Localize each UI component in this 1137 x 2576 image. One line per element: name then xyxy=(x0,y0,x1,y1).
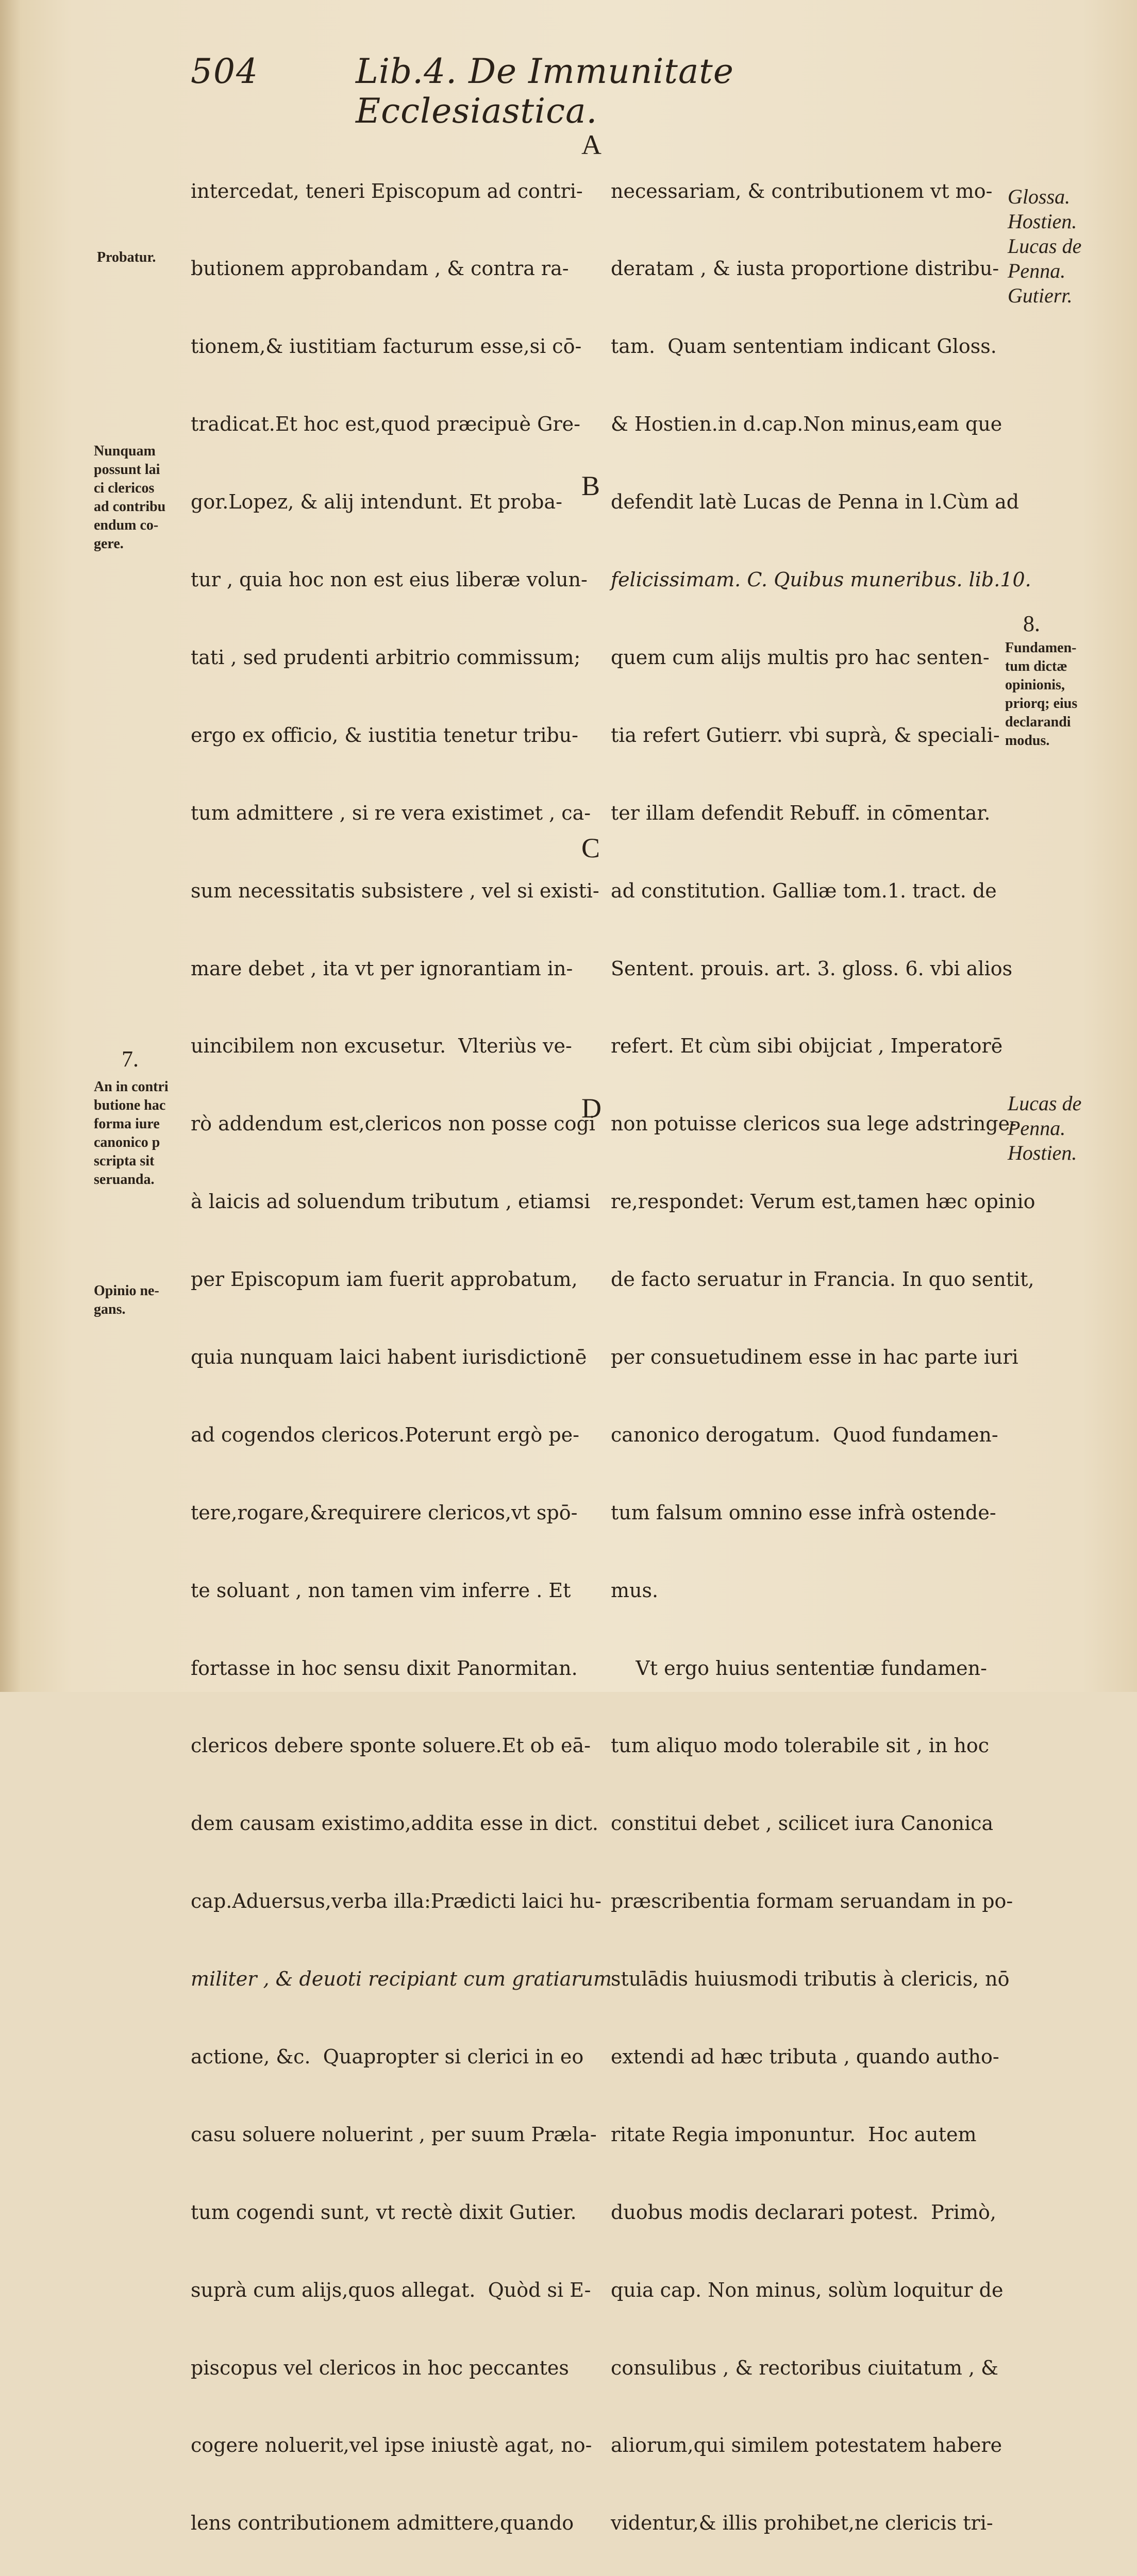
text-line: tradicat.Et hoc est,quod præcipuè Gre- xyxy=(191,413,580,436)
text-line: casu soluere noluerint , per suum Præla- xyxy=(191,2123,597,2146)
page-header xyxy=(191,52,984,131)
text-line: canonico derogatum. Quod fundamen- xyxy=(611,1423,998,1446)
text-line: re,respondet: Verum est,tamen hæc opinio xyxy=(611,1190,1035,1213)
margin-note-an-in-contributione: An in contri butione hac forma iure canonico p scripta sit seruanda. xyxy=(94,1079,169,1188)
text-line: intercedat, teneri Episcopum ad contri- xyxy=(191,179,583,202)
running-title: Lib.4. De Immunitate Ecclesiastica. xyxy=(356,52,734,131)
page-number: 504 xyxy=(191,52,259,91)
text-line: & Hostien.in d.cap.Non minus,eam que xyxy=(611,413,1002,436)
text-line: duobus modis declarari potest. Primò, xyxy=(611,2200,996,2224)
text-line: mus. xyxy=(611,1579,659,1602)
section-letter-b: B xyxy=(581,470,600,501)
text-line: tur , quia hoc non est eius liberæ volun- xyxy=(191,568,588,591)
text-line: per consuetudinem esse in hac parte iuri xyxy=(611,1345,1018,1368)
text-line: tum aliquo modo tolerabile sit , in hoc xyxy=(611,1734,990,1757)
text-line: tum cogendi sunt, vt rectè dixit Gutier. xyxy=(191,2200,577,2224)
right-text-column xyxy=(611,126,1035,2576)
section-letter-d: D xyxy=(581,1093,601,1124)
text-line: refert. Et cùm sibi obijciat , Imperatorē xyxy=(611,1035,1003,1058)
text-line: actione, &c. Quapropter si clerici in eo xyxy=(191,2045,584,2068)
text-line: lens contributionem admittere,quando xyxy=(191,2512,574,2535)
text-line: tam. Quam sententiam indicant Gloss. xyxy=(611,335,997,358)
text-line: ter illam defendit Rebuff. in cōmentar. xyxy=(611,801,991,824)
text-line: Vt ergo huius sententiæ fundamen- xyxy=(611,1656,987,1680)
text-line: defendit latè Lucas de Penna in l.Cùm ad xyxy=(611,490,1019,514)
text-line: quia cap. Non minus, solùm loquitur de xyxy=(611,2278,1004,2301)
text-line: consulibus , & rectoribus ciuitatum , & xyxy=(611,2356,998,2379)
left-text-column xyxy=(191,126,612,2576)
text-line: suprà cum alijs,quos allegat. Quòd si E- xyxy=(191,2278,591,2301)
text-line: gor.Lopez, & alij intendunt. Et proba- xyxy=(191,490,562,514)
text-line: necessariam, & contributionem vt mo- xyxy=(611,179,993,202)
text-line: tum falsum omnino esse infrà ostende- xyxy=(611,1501,996,1524)
text-line: tionem,& iustitiam facturum esse,si cō- xyxy=(191,335,582,358)
text-line: piscopus vel clericos in hoc peccantes xyxy=(191,2356,569,2379)
text-line: per Episcopum iam fuerit approbatum, xyxy=(191,1268,578,1291)
text-line: Sentent. prouis. art. 3. gloss. 6. vbi alios xyxy=(611,957,1013,980)
text-line: aliorum,qui similem potestatem habere xyxy=(611,2434,1002,2457)
paragraph-number-7: 7. xyxy=(122,1046,139,1072)
text-line: mare debet , ita vt per ignorantiam in- xyxy=(191,957,573,980)
text-line: tere,rogare,&requirere clericos,vt spō- xyxy=(191,1501,578,1524)
text-line: militer , & deuoti recipiant cum gratiarum xyxy=(191,1968,612,1991)
text-line: rò addendum est,clericos non posse cogi xyxy=(191,1112,595,1136)
text-line: cogere noluerit,vel ipse iniustè agat, no- xyxy=(191,2434,592,2457)
text-line: præscribentia formam seruandam in po- xyxy=(611,1890,1013,1913)
text-line: à laicis ad soluendum tributum , etiamsi xyxy=(191,1190,591,1213)
section-letter-c: C xyxy=(581,833,600,863)
text-line: non potuisse clericos sua lege adstringe- xyxy=(611,1112,1016,1136)
margin-note-references-glossa: Glossa. Hostien. Lucas de Penna. Gutierr. xyxy=(1008,185,1082,307)
text-line: ritate Regia imponuntur. Hoc autem xyxy=(611,2123,977,2146)
text-line: tum admittere , si re vera existimet , ca- xyxy=(191,801,591,824)
text-line: stulādis huiusmodi tributis à clericis, nō xyxy=(611,1968,1010,1991)
text-line: clericos debere sponte soluere.Et ob eā- xyxy=(191,1734,591,1757)
text-line: constitui debet , scilicet iura Canonica xyxy=(611,1812,994,1835)
margin-note-fundamentum: Fundamen- tum dictæ opinionis, priorq; eius declarandi modus. xyxy=(1005,640,1078,749)
text-line: ergo ex officio, & iustitia tenetur tribu- xyxy=(191,723,578,747)
text-line: tati , sed prudenti arbitrio commissum; xyxy=(191,646,581,669)
text-line: ad constitution. Galliæ tom.1. tract. de xyxy=(611,879,997,902)
text-line: deratam , & iusta proportione distribu- xyxy=(611,257,999,280)
margin-note-probatur: Probatur. xyxy=(97,249,156,265)
text-line: tia refert Gutierr. vbi suprà, & speciali- xyxy=(611,723,1000,747)
text-line: felicissimam. C. Quibus muneribus. lib.10. xyxy=(611,568,1031,591)
text-line: sum necessitatis subsistere , vel si existi- xyxy=(191,879,599,902)
text-line: de facto seruatur in Francia. In quo sentit, xyxy=(611,1268,1034,1291)
text-line: extendi ad hæc tributa , quando autho- xyxy=(611,2045,999,2068)
text-line: quia nunquam laici habent iurisdictionē xyxy=(191,1345,587,1368)
text-line: te soluant , non tamen vim inferre . Et xyxy=(191,1579,571,1602)
text-line: videntur,& illis prohibet,ne clericis tri- xyxy=(611,2512,993,2535)
margin-note-references-lucas: Lucas de Penna. Hostien. xyxy=(1008,1092,1082,1164)
paragraph-number-8: 8. xyxy=(1023,611,1040,636)
text-line: uincibilem non excusetur. Vlteriùs ve- xyxy=(191,1035,572,1058)
text-line: fortasse in hoc sensu dixit Panormitan. xyxy=(191,1656,578,1680)
margin-note-opinio-negans: Opinio ne- gans. xyxy=(94,1283,159,1317)
margin-note-nunquam: Nunquam possunt lai ci clericos ad contribu endum co- gere. xyxy=(94,443,166,552)
text-line: cap.Aduersus,verba illa:Prædicti laici hu- xyxy=(191,1890,601,1913)
text-line: ad cogendos clericos.Poterunt ergò pe- xyxy=(191,1423,579,1446)
section-letter-a: A xyxy=(581,129,601,160)
text-line: butionem approbandam , & contra ra- xyxy=(191,257,569,280)
text-line: dem causam existimo,addita esse in dict. xyxy=(191,1812,598,1835)
text-line: quem cum alijs multis pro hac senten- xyxy=(611,646,990,669)
